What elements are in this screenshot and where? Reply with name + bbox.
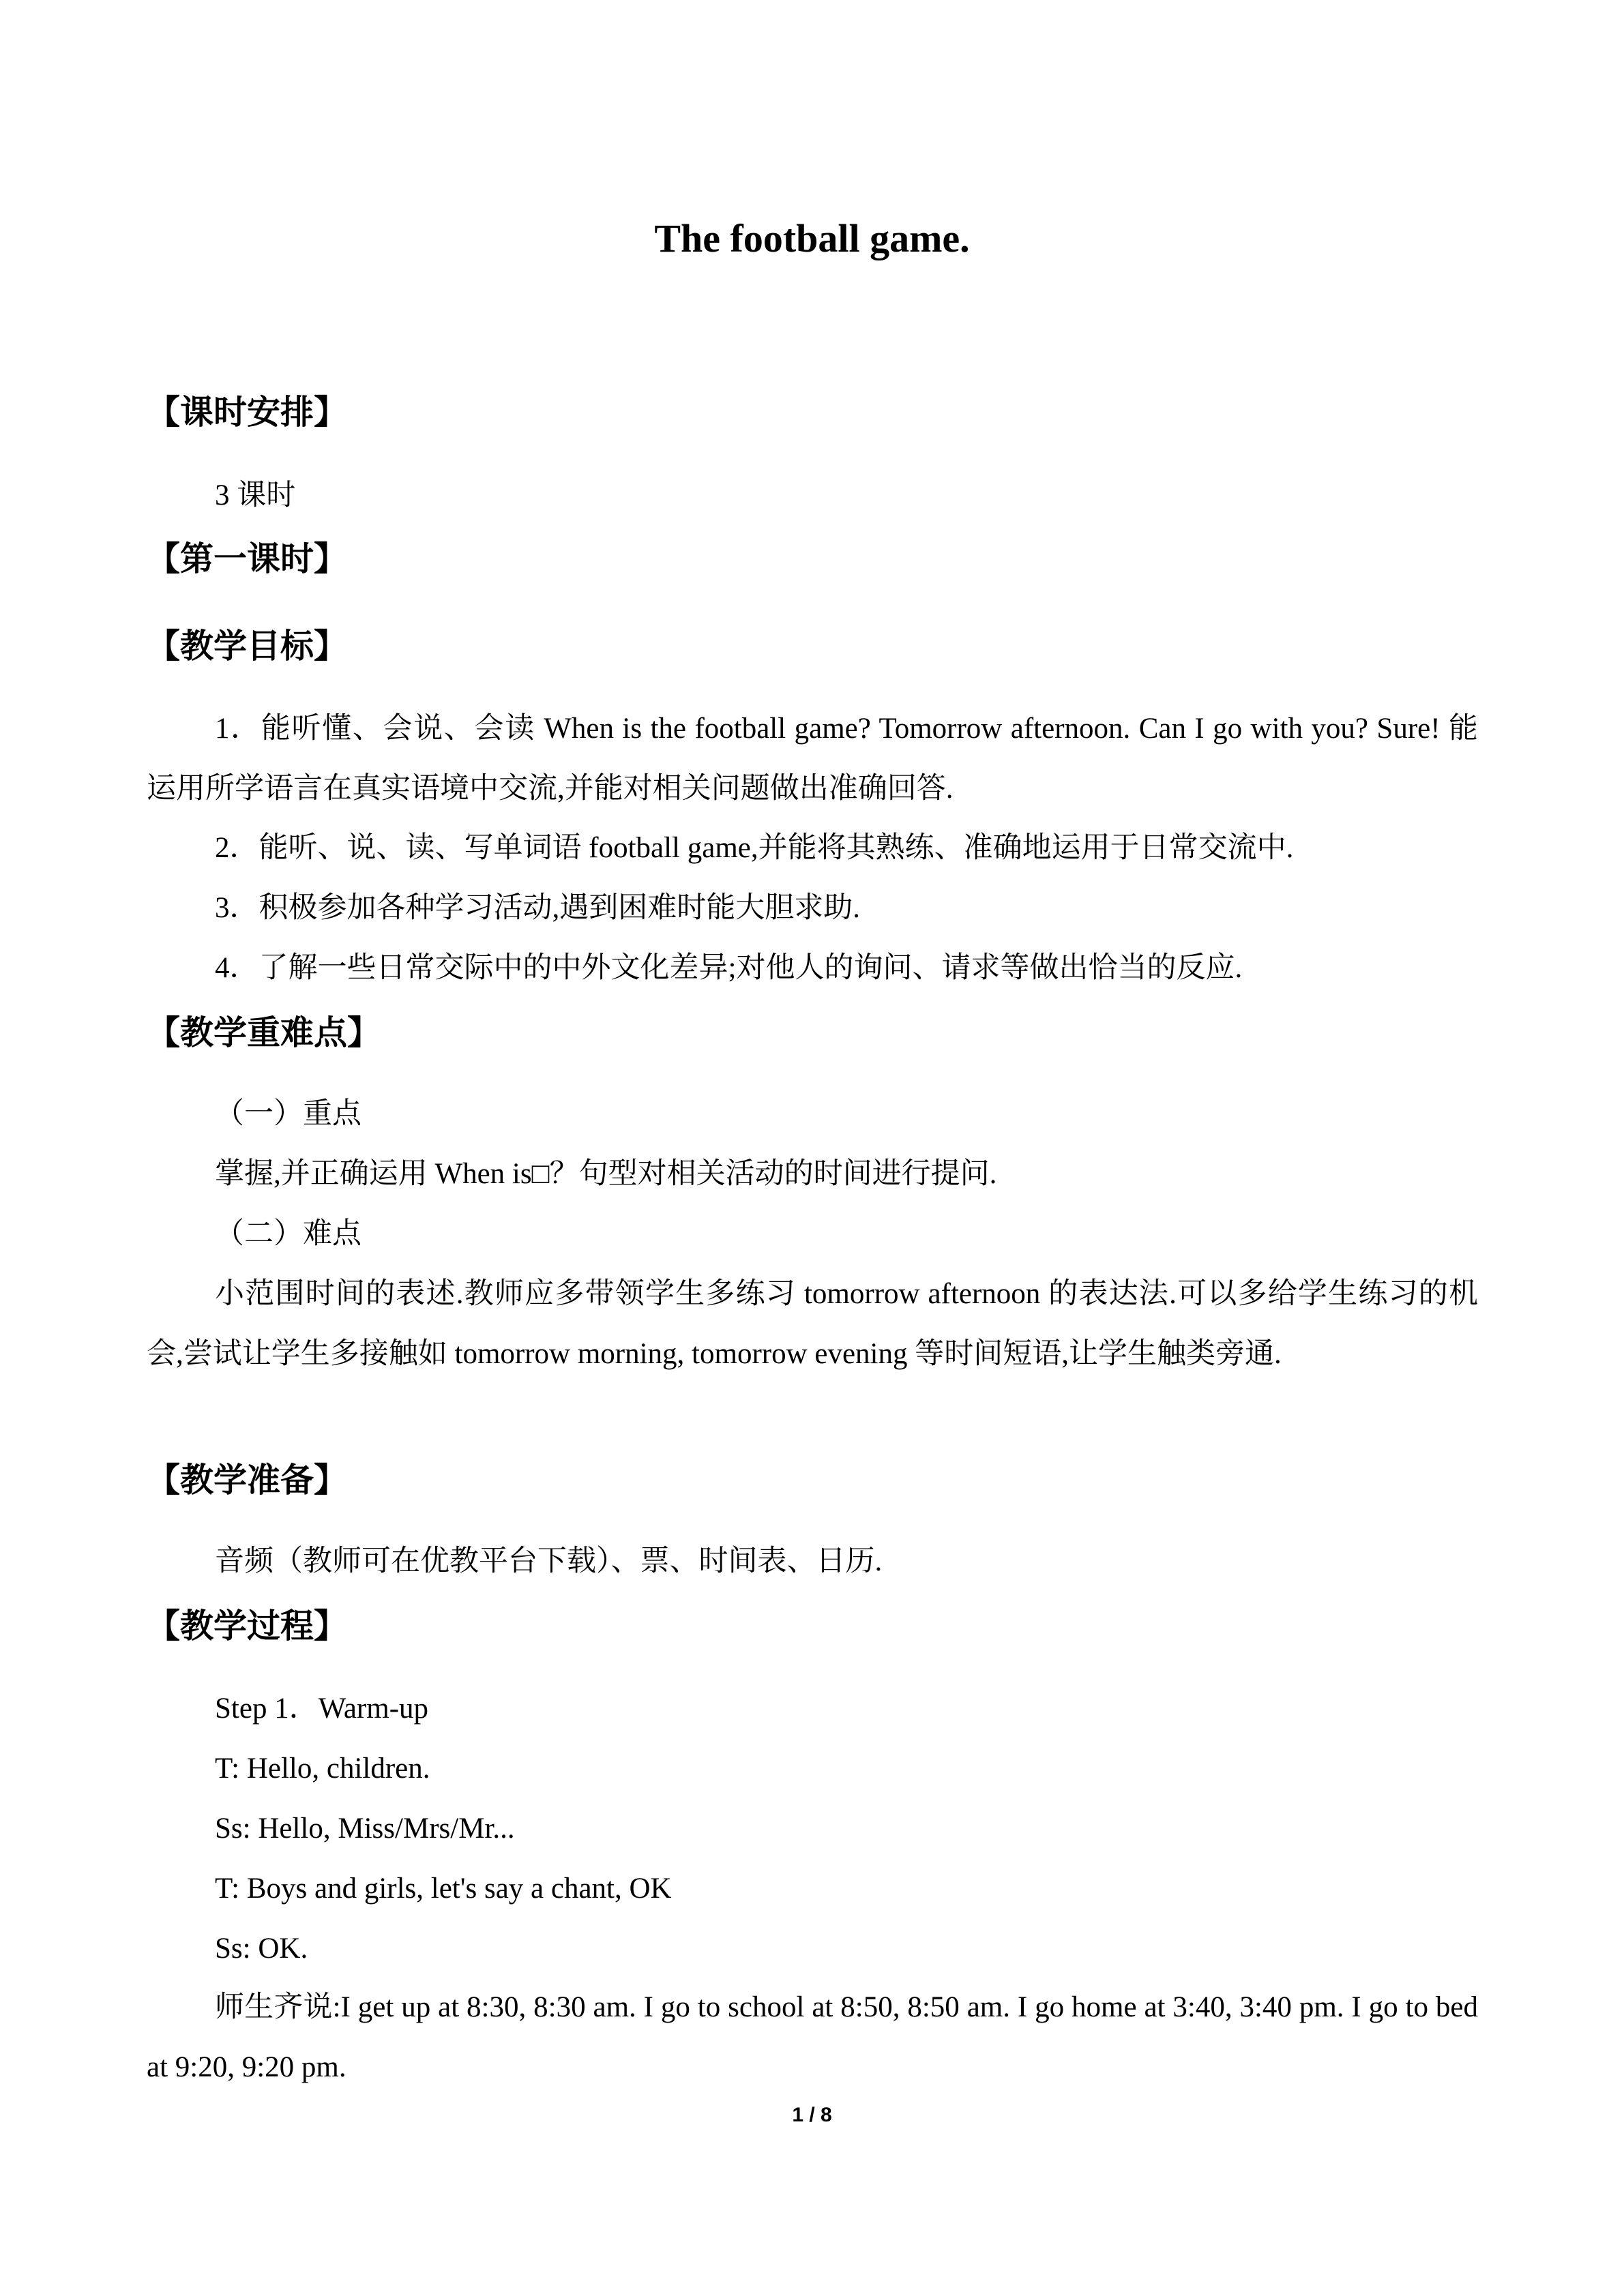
process-line-teacher-chant: T: Boys and girls, let's say a chant, OK	[215, 1873, 672, 1905]
page-number: 1 / 8	[792, 2104, 832, 2126]
preparation-text: 音频（教师可在优教平台下载）、票、时间表、日历.	[215, 1545, 883, 1577]
objective-item-3: 3．积极参加各种学习活动,遇到困难时能大胆求助.	[215, 892, 860, 924]
heading-lesson-one: 【第一课时】	[147, 539, 348, 578]
process-line-students-ok: Ss: OK.	[215, 1933, 308, 1965]
document-title: The football game.	[654, 216, 970, 260]
heading-objectives: 【教学目标】	[147, 627, 348, 666]
heading-schedule: 【课时安排】	[147, 393, 348, 432]
heading-process: 【教学过程】	[147, 1607, 348, 1645]
focus-text: 掌握,并正确运用 When is□？句型对相关活动的时间进行提问.	[215, 1158, 997, 1190]
heading-key-points: 【教学重难点】	[147, 1013, 381, 1052]
heading-preparation: 【教学准备】	[147, 1461, 348, 1500]
process-line-students-greeting: Ss: Hello, Miss/Mrs/Mr...	[215, 1813, 515, 1845]
focus-label: （一）重点	[215, 1098, 361, 1130]
schedule-text: 3 课时	[215, 479, 296, 511]
process-chant: 师生齐说:I get up at 8:30, 8:30 am. I go to school at 8:50, 8:50 am. I go home at 3:40, 3:40 pm. I go to bed at 9:20, 9:20 pm.	[147, 1991, 1478, 2083]
process-line-teacher-greeting: T: Hello, children.	[215, 1753, 430, 1785]
difficulty-label: （二）难点	[215, 1218, 361, 1250]
difficulty-text: 小范围时间的表述.教师应多带领学生多练习 tomorrow afternoon 的表达法.可以多给学生练习的机会,尝试让学生多接触如 tomorrow morning, tomorrow evening 等时间短语,让学生触类旁通.	[147, 1278, 1478, 1370]
objective-item-4: 4．了解一些日常交际中的中外文化差异;对他人的询问、请求等做出恰当的反应.	[215, 952, 1243, 984]
objective-item-1: 1．能听懂、会说、会读 When is the football game? Tomorrow afternoon. Can I go with you? Sure! 能运用所学语言在真实语境中交流,并能对相关问题做出准确回答.	[147, 713, 1478, 805]
process-line-step-1: Step 1．Warm-up	[215, 1693, 429, 1725]
objective-item-2: 2．能听、说、读、写单词语 football game,并能将其熟练、准确地运用于日常交流中.	[215, 832, 1294, 864]
